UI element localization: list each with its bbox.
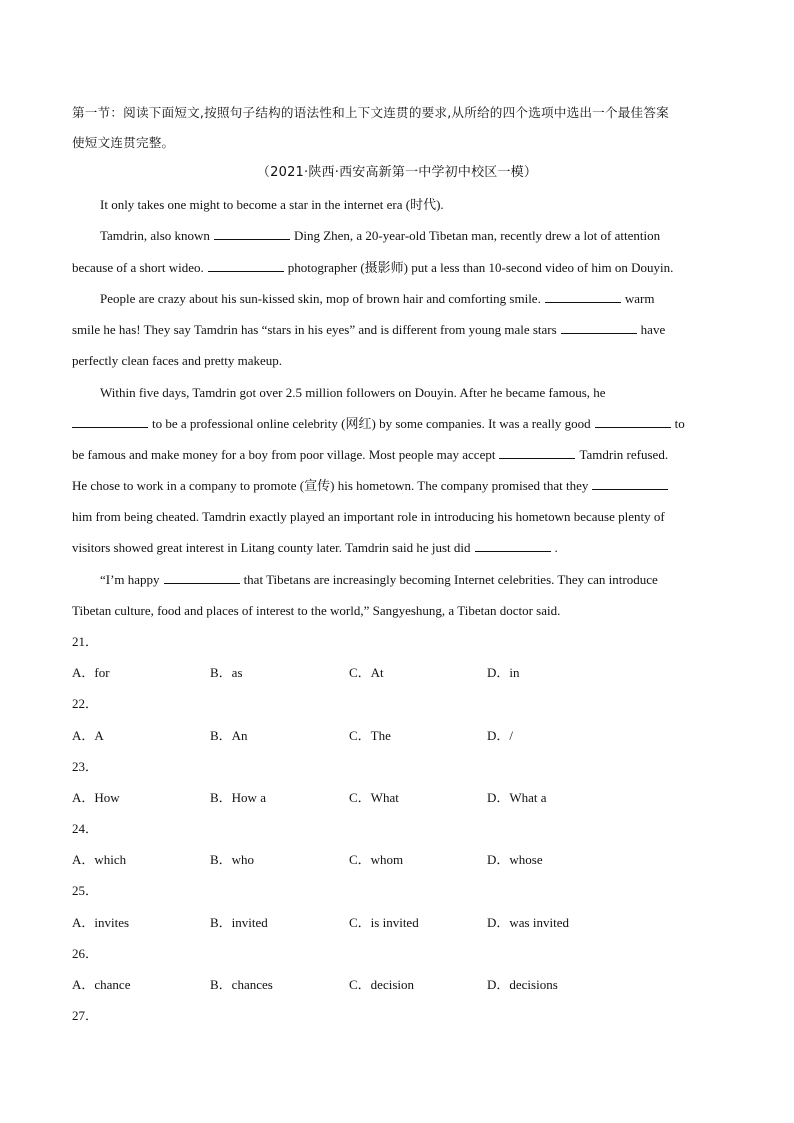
option-a[interactable]: A．for [72, 665, 110, 680]
option-a[interactable]: A．A [72, 728, 104, 743]
passage-line: him from being cheated. Tamdrin exactly played an important role in introducing his hometown because plenty of [72, 509, 665, 524]
answer-blank-23 [545, 290, 621, 303]
text-segment: photographer (摄影师) put a less than 10-second video of him on Douyin. [287, 260, 674, 275]
option-a[interactable]: A．How [72, 790, 120, 805]
option-c[interactable]: C．whom [349, 852, 404, 867]
question-number: 25． [72, 883, 99, 898]
answer-blank-29 [475, 539, 551, 552]
passage-line: Within five days, Tamdrin got over 2.5 million followers on Douyin. After he became famous, he [100, 385, 606, 400]
answer-blank-25 [72, 415, 148, 428]
question-number: 27． [72, 1008, 99, 1023]
text-segment: Tamdrin refused. [579, 447, 669, 462]
passage-line [100, 227, 660, 245]
option-d[interactable]: D．decisions [487, 977, 558, 992]
answer-blank-30 [164, 571, 240, 584]
text-segment: Ding Zhen, a 20-year-old Tibetan man, recently drew a lot of attention [293, 228, 661, 243]
question-number: 24． [72, 821, 99, 836]
option-c[interactable]: C．decision [349, 977, 414, 992]
source-line: （2021·陕西·西安高新第一中学初中校区一模） [256, 165, 538, 180]
passage-line: Tibetan culture, food and places of interest to the world,” Sangyeshung, a Tibetan doctor said. [72, 603, 561, 618]
question-number: 21． [72, 634, 99, 649]
option-a[interactable]: A．chance [72, 977, 131, 992]
answer-blank-22 [208, 259, 284, 272]
option-b[interactable]: B．How a [210, 790, 266, 805]
option-a[interactable]: A．invites [72, 915, 130, 930]
text-segment: smile he has! They say Tamdrin has “stars in his eyes” and is different from young male stars [72, 322, 557, 337]
option-a[interactable]: A．which [72, 852, 127, 867]
text-segment: People are crazy about his sun-kissed skin, mop of brown hair and comforting smile. [100, 291, 541, 306]
option-c[interactable]: C．At [349, 665, 384, 680]
answer-blank-28 [592, 477, 668, 490]
option-d[interactable]: D．in [487, 665, 520, 680]
text-segment: “I’m happy [100, 572, 160, 587]
answer-blank-24 [561, 321, 637, 334]
passage-line [72, 415, 685, 433]
instruction-line-1: 第一节：阅读下面短文,按照句子结构的语法性和上下文连贯的要求,从所给的四个选项中选出一个最佳答案 [72, 105, 669, 120]
option-d[interactable]: D．/ [487, 728, 514, 743]
option-d[interactable]: D．was invited [487, 915, 569, 930]
option-b[interactable]: B．An [210, 728, 248, 743]
text-segment: have [640, 322, 666, 337]
text-segment: warm [624, 291, 655, 306]
option-d[interactable]: D．What a [487, 790, 547, 805]
passage-line [100, 571, 658, 589]
text-segment: to be a professional online celebrity (网红) by some companies. It was a really good [152, 416, 591, 431]
option-b[interactable]: B．invited [210, 915, 268, 930]
text-segment: be famous and make money for a boy from poor village. Most people may accept [72, 447, 496, 462]
text-segment: to [674, 416, 685, 431]
text-segment: visitors showed great interest in Litang county later. Tamdrin said he just did [72, 540, 471, 555]
question-number: 23． [72, 759, 99, 774]
option-b[interactable]: B．as [210, 665, 243, 680]
option-c[interactable]: C．is invited [349, 915, 419, 930]
text-segment: because of a short wideo. [72, 260, 204, 275]
passage-line: perfectly clean faces and pretty makeup. [72, 353, 283, 368]
question-number: 26． [72, 946, 99, 961]
question-number: 22． [72, 696, 99, 711]
text-segment: that Tibetans are increasingly becoming Internet celebrities. They can introduce [243, 572, 658, 587]
instruction-line-2: 使短文连贯完整。 [72, 135, 175, 150]
passage-line [100, 290, 654, 308]
answer-blank-27 [499, 446, 575, 459]
answer-blank-21 [214, 227, 290, 240]
passage-paragraph-1: It only takes one might to become a star in the internet era (时代). [100, 197, 444, 212]
text-segment: Tamdrin, also known [100, 228, 210, 243]
passage-line [72, 446, 668, 464]
passage-line [72, 259, 673, 277]
passage-line [72, 539, 558, 557]
option-b[interactable]: B．chances [210, 977, 273, 992]
option-c[interactable]: C．What [349, 790, 399, 805]
passage-line [72, 321, 665, 339]
text-segment: . [554, 540, 558, 555]
answer-blank-26 [595, 415, 671, 428]
option-b[interactable]: B．who [210, 852, 255, 867]
passage-line [72, 477, 672, 495]
option-d[interactable]: D．whose [487, 852, 543, 867]
text-segment: He chose to work in a company to promote (宣传) his hometown. The company promised that they [72, 478, 589, 493]
option-c[interactable]: C．The [349, 728, 391, 743]
